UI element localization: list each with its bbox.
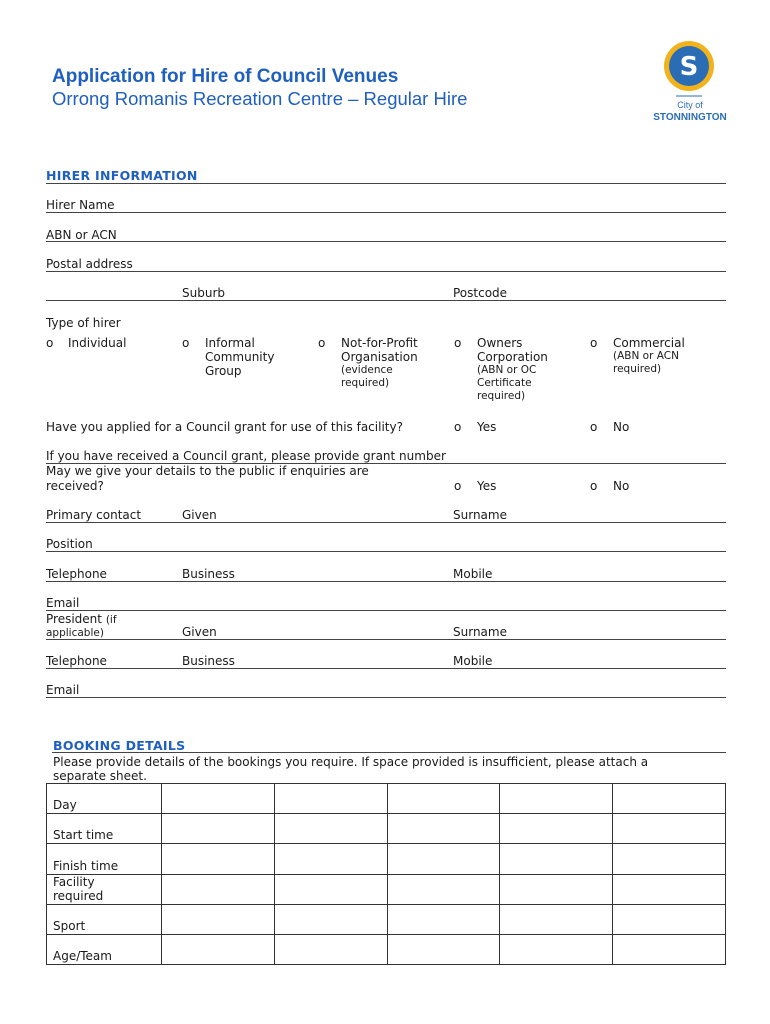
- booking-cell[interactable]: [613, 904, 726, 934]
- booking-instructions-line1: Please provide details of the bookings you require. If space provided is insufficient, please attach a: [53, 755, 649, 769]
- primary-contact-field[interactable]: [46, 522, 726, 523]
- president-label: President (if: [46, 612, 117, 626]
- booking-cell[interactable]: [274, 784, 387, 814]
- logo-big-text: STONNINGTON: [653, 112, 727, 123]
- booking-cell[interactable]: [387, 814, 500, 844]
- president-email-field[interactable]: [46, 697, 726, 698]
- primary-surname-label: Surname: [453, 508, 507, 522]
- hirer-type-not-for-profit[interactable]: o Not-for-Profit Organisation (evidence required): [318, 336, 418, 389]
- primary-contact-label: Primary contact: [46, 508, 142, 522]
- radio-circle-icon[interactable]: o: [182, 336, 190, 350]
- booking-cell[interactable]: [274, 844, 387, 874]
- row-label-day: Day: [47, 784, 162, 814]
- booking-cell[interactable]: [162, 934, 275, 964]
- table-row: [47, 784, 726, 814]
- booking-cell[interactable]: [500, 784, 613, 814]
- radio-circle-icon[interactable]: o: [454, 420, 462, 434]
- booking-cell[interactable]: [387, 904, 500, 934]
- booking-cell[interactable]: [500, 814, 613, 844]
- row-label-sport: Sport: [47, 904, 162, 934]
- suburb-label: Suburb: [182, 286, 225, 300]
- row-label-age-team: Age/Team: [47, 934, 162, 964]
- postcode-label: Postcode: [453, 286, 508, 300]
- abn-field[interactable]: [46, 241, 726, 242]
- booking-cell[interactable]: [387, 934, 500, 964]
- president-given-label: Given: [182, 625, 217, 639]
- table-row: [47, 874, 726, 904]
- hirer-type-owners-corporation[interactable]: o Owners Corporation (ABN or OC Certificate required): [454, 336, 548, 402]
- page-title: Application for Hire of Council Venues: [52, 66, 399, 87]
- booking-cell[interactable]: [162, 784, 275, 814]
- telephone-label: Telephone: [46, 567, 107, 581]
- booking-cell[interactable]: [387, 874, 500, 904]
- table-row: [47, 934, 726, 964]
- radio-circle-icon[interactable]: o: [590, 420, 598, 434]
- email-label: Email: [46, 596, 80, 610]
- type-of-hirer-label: Type of hirer: [46, 316, 121, 330]
- hirer-type-commercial[interactable]: o Commercial (ABN or ACN required): [590, 336, 685, 375]
- public-no-option[interactable]: o No: [590, 479, 630, 493]
- grant-no-option[interactable]: o No: [590, 420, 630, 434]
- row-label-start-time: Start time: [47, 814, 162, 844]
- position-field[interactable]: [46, 551, 726, 552]
- booking-cell[interactable]: [500, 934, 613, 964]
- table-row: [47, 844, 726, 874]
- radio-circle-icon[interactable]: o: [46, 336, 54, 350]
- postal-label: Postal address: [46, 257, 133, 271]
- booking-cell[interactable]: [613, 874, 726, 904]
- radio-circle-icon[interactable]: o: [454, 336, 462, 350]
- table-row: [47, 814, 726, 844]
- president-mobile-label: Mobile: [453, 654, 493, 668]
- booking-cell[interactable]: [162, 844, 275, 874]
- logo-small-text: City of: [677, 100, 703, 110]
- mobile-label: Mobile: [453, 567, 493, 581]
- public-yes-option[interactable]: o Yes: [454, 479, 497, 493]
- booking-cell[interactable]: [613, 814, 726, 844]
- business-label: Business: [182, 567, 235, 581]
- booking-cell[interactable]: [274, 814, 387, 844]
- grant-yes-option[interactable]: o Yes: [454, 420, 497, 434]
- president-telephone-field[interactable]: [46, 668, 726, 669]
- hirer-type-individual[interactable]: o Individual: [46, 336, 127, 350]
- public-question-line2: received?: [46, 479, 104, 493]
- booking-cell[interactable]: [274, 934, 387, 964]
- booking-cell[interactable]: [500, 874, 613, 904]
- president-telephone-label: Telephone: [46, 654, 107, 668]
- president-applicable-label: applicable): [46, 627, 104, 639]
- row-label-finish-time: Finish time: [47, 844, 162, 874]
- stonnington-logo-icon: [653, 40, 730, 126]
- logo-letter: S: [679, 52, 699, 82]
- booking-cell[interactable]: [162, 814, 275, 844]
- radio-circle-icon[interactable]: o: [590, 336, 598, 350]
- page-subtitle: Orrong Romanis Recreation Centre – Regular Hire: [52, 88, 468, 109]
- radio-circle-icon[interactable]: o: [454, 479, 462, 493]
- booking-cell[interactable]: [613, 784, 726, 814]
- booking-cell[interactable]: [387, 844, 500, 874]
- booking-table: [46, 783, 726, 965]
- booking-cell[interactable]: [613, 934, 726, 964]
- suburb-postcode-field[interactable]: [46, 300, 726, 301]
- radio-circle-icon[interactable]: o: [318, 336, 326, 350]
- booking-instructions-line2: separate sheet.: [53, 769, 147, 783]
- hirer-section-title: HIRER INFORMATION: [46, 168, 198, 183]
- primary-given-label: Given: [182, 508, 217, 522]
- postal-field[interactable]: [46, 271, 726, 272]
- grant-number-label: If you have received a Council grant, please provide grant number: [46, 449, 446, 463]
- hirer-name-label: Hirer Name: [46, 198, 115, 212]
- abn-label: ABN or ACN: [46, 228, 117, 242]
- booking-cell[interactable]: [613, 844, 726, 874]
- row-label-facility: Facility required: [47, 874, 162, 904]
- public-question-line1: May we give your details to the public if enquiries are: [46, 464, 369, 478]
- booking-cell[interactable]: [500, 844, 613, 874]
- hirer-type-informal-community-group[interactable]: o Informal Community Group: [182, 336, 275, 378]
- booking-cell[interactable]: [162, 874, 275, 904]
- table-row: [47, 904, 726, 934]
- grant-question: Have you applied for a Council grant for use of this facility?: [46, 420, 403, 434]
- email-field[interactable]: [46, 610, 726, 611]
- telephone-field[interactable]: [46, 581, 726, 582]
- hirer-name-field[interactable]: [46, 212, 726, 213]
- booking-cell[interactable]: [274, 874, 387, 904]
- booking-section-title: BOOKING DETAILS: [53, 738, 186, 753]
- booking-cell[interactable]: [274, 904, 387, 934]
- position-label: Position: [46, 537, 93, 551]
- president-email-label: Email: [46, 683, 80, 697]
- booking-cell[interactable]: [387, 784, 500, 814]
- booking-cell[interactable]: [500, 904, 613, 934]
- radio-circle-icon[interactable]: o: [590, 479, 598, 493]
- president-business-label: Business: [182, 654, 235, 668]
- booking-cell[interactable]: [162, 904, 275, 934]
- president-surname-label: Surname: [453, 625, 507, 639]
- president-field[interactable]: [46, 639, 726, 640]
